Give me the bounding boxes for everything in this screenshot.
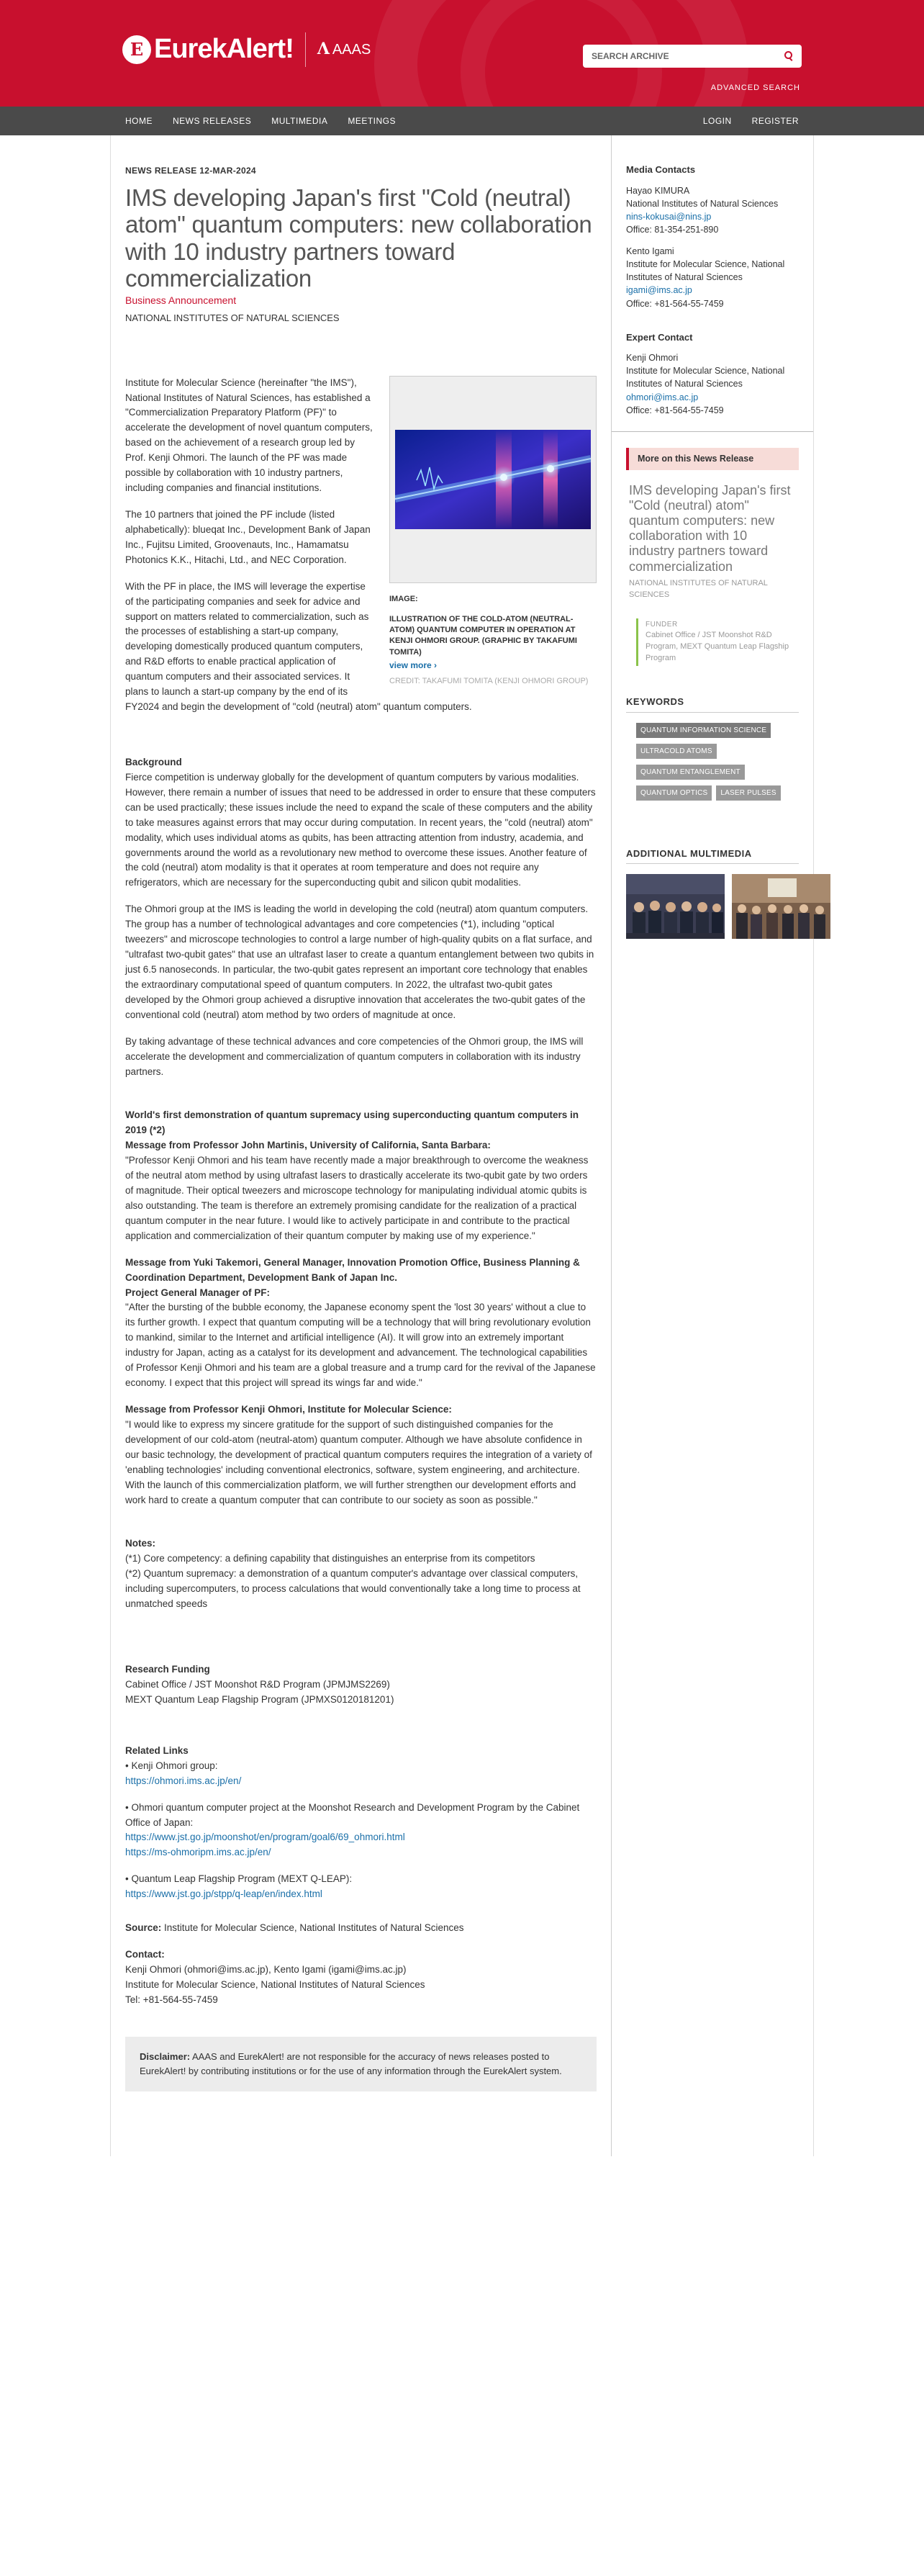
contact-email-link[interactable]: nins-kokusai@nins.jp	[626, 211, 712, 222]
expert-contact	[626, 351, 799, 417]
aaas-logo-icon: Ʌ	[317, 40, 330, 58]
figure-credit: CREDIT: TAKAFUMI TOMITA (KENJI OHMORI GROUP)	[389, 677, 589, 686]
paragraph: The Ohmori group at the IMS is leading the world in developing the cold (neutral) atom quantum computers. The group has a number of technological advantages and core competencies (*1), including "optical tweezers" and microscope technologies to control a large number of high-quality qubits on a flat surface, and "ultrafast two-qubit gates" that use an ultrafast laser to create a quantum entanglement between two qubits in just 6.5 nanoseconds. In particular, the two-qubit gates represent an important core technology that enables the extraordinary computational speed of quantum computers. In 2022, the ultrafast two-qubit gates developed by the Ohmori group achieved a disruptive innovation that accelerates the two-qubit gates of the conventional cold (neutral) atom method by two orders of magnitude at once.	[125, 904, 594, 1020]
related-link[interactable]: https://www.jst.go.jp/moonshot/en/program/goal6/69_ohmori.html	[125, 1832, 405, 1843]
funder-block	[636, 618, 799, 666]
paragraph: With the PF in place, the IMS will leverage the expertise of the participating companies and seek for advice and support on matters related to commercialization, such as the processes of establishing a start-up company, developing domestically produced quantum computers, and R&D efforts to enable practical application of quantum computers and their associated services. It plans to launch a start-up company by the end of its FY2024 and begin the development of "cold (neutral) atom" quantum computers.	[125, 580, 472, 713]
source-label: Source:	[125, 1922, 162, 1934]
multimedia-thumbnails	[626, 874, 799, 939]
media-contact	[626, 184, 799, 237]
keyword-tag[interactable]: QUANTUM INFORMATION SCIENCE	[636, 723, 771, 738]
related-link[interactable]: https://ohmori.ims.ac.jp/en/	[125, 1775, 242, 1786]
advanced-search-link[interactable]: ADVANCED SEARCH	[710, 84, 800, 92]
funding-item: Cabinet Office / JST Moonshot R&D Program (JPMJMS2269)	[125, 1679, 390, 1690]
source-line	[125, 1921, 597, 1936]
more-release-title-link[interactable]: IMS developing Japan's first "Cold (neutral) atom" quantum computers: new collaboration with 10 industry partners toward commercialization	[629, 482, 791, 574]
sidebar	[612, 135, 813, 2156]
main-nav	[0, 107, 924, 135]
related-links-heading: Related Links	[125, 1744, 189, 1756]
aaas-logo[interactable]	[317, 37, 371, 61]
disclaimer-label: Disclaimer:	[140, 2050, 191, 2062]
cold-atom-illustration	[395, 430, 591, 529]
nav-multimedia[interactable]: MULTIMEDIA	[271, 116, 328, 126]
logo-divider	[305, 32, 306, 67]
paragraph: The 10 partners that joined the PF include (listed alphabetically): blueqat Inc., Development Bank of Japan Inc., Fujitsu Limited, Groovenauts, Inc., Hamamatsu Photonics K.K., Hitachi, Ltd., and NEC Corporation.	[125, 509, 371, 565]
additional-multimedia-heading: ADDITIONAL MULTIMEDIA	[626, 847, 752, 859]
disclaimer	[125, 2037, 597, 2091]
message-heading: Message from Yuki Takemori, General Manager, Innovation Promotion Office, Business Planning & Coordination Department, Development Bank of Japan Inc.	[125, 1256, 580, 1283]
article-body	[125, 376, 597, 2127]
funder-heading: FUNDER	[646, 620, 678, 629]
related-link[interactable]: https://www.jst.go.jp/stpp/q-leap/en/index.html	[125, 1888, 322, 1900]
funder-text: Cabinet Office / JST Moonshot R&D Program, MEXT Quantum Leap Flagship Program	[646, 631, 789, 663]
related-link-label: • Kenji Ohmori group:	[125, 1760, 218, 1771]
paragraph: Institute for Molecular Science (hereinafter "the IMS"), National Institutes of Natural Sciences, has established a "Commercialization Preparatory Platform (PF)" to accelerate the development of novel quantum computers, based on the achievement of a research group led by Prof. Kenji Ohmori. The launch of the PF was made possible by collaboration with 10 industry partners, including companies and financial institutions.	[125, 377, 373, 494]
keyword-tag[interactable]: ULTRACOLD ATOMS	[636, 744, 717, 759]
contact-org: Institute for Molecular Science, National Institutes of Natural Sciences	[626, 366, 785, 389]
contact-name: Kento Igami	[626, 246, 674, 256]
figure-image-label: IMAGE:	[389, 594, 418, 603]
contact-line: Institute for Molecular Science, National Institutes of Natural Sciences	[125, 1978, 425, 1990]
media-contact	[626, 245, 799, 310]
search-icon[interactable]	[783, 51, 793, 61]
contact-name: Hayao KIMURA	[626, 185, 690, 196]
more-on-release-heading: More on this News Release	[626, 448, 799, 470]
eurekalert-logo[interactable]	[122, 29, 371, 70]
event-photo-thumbnail	[732, 874, 830, 939]
nav-news-releases[interactable]: NEWS RELEASES	[173, 116, 252, 126]
search-input[interactable]	[592, 51, 783, 61]
contact-email-link[interactable]: igami@ims.ac.jp	[626, 285, 692, 296]
contact-line: Kenji Ohmori (ohmori@ims.ac.jp), Kento Igami (igami@ims.ac.jp)	[125, 1963, 407, 1975]
sidebar-divider	[612, 431, 813, 432]
page-title: IMS developing Japan's first "Cold (neutral) atom" quantum computers: new collaboration with 10 industry partners toward commercialization	[125, 184, 592, 292]
more-release-institution: NATIONAL INSTITUTES OF NATURAL SCIENCES	[629, 578, 768, 600]
media-contacts-heading: Media Contacts	[626, 164, 696, 175]
institution: NATIONAL INSTITUTES OF NATURAL SCIENCES	[125, 312, 340, 324]
expert-contact-heading: Expert Contact	[626, 331, 693, 343]
note: (*2) Quantum supremacy: a demonstration of a quantum computer's advantage over classical computers, including supercomputers, to process calculations that would conventionally take a long time to process at unmatched speeds	[125, 1568, 581, 1610]
nav-meetings[interactable]: MEETINGS	[348, 116, 396, 126]
nav-login[interactable]: LOGIN	[702, 116, 732, 126]
article-figure	[389, 376, 597, 688]
search-box	[583, 45, 802, 68]
contact-org: Institute for Molecular Science, National Institutes of Natural Sciences	[626, 259, 785, 283]
source-text: Institute for Molecular Science, National Institutes of Natural Sciences	[164, 1922, 464, 1934]
nav-home[interactable]: HOME	[125, 116, 153, 126]
multimedia-divider	[626, 863, 799, 864]
related-link-label: • Ohmori quantum computer project at the Moonshot Research and Development Program by the Cabinet Office of Japan:	[125, 1801, 580, 1828]
aaas-text: AAAS	[332, 41, 371, 58]
view-more-label: view more	[389, 660, 432, 671]
funding-heading: Research Funding	[125, 1664, 210, 1675]
article-main	[111, 135, 612, 2156]
logo-text: EurekAlert!	[154, 34, 294, 64]
figure-image[interactable]	[389, 376, 597, 583]
release-type: Business Announcement	[125, 294, 237, 307]
contact-email-link[interactable]: ohmori@ims.ac.jp	[626, 392, 699, 402]
background-heading: Background	[125, 756, 182, 767]
notes-heading: Notes:	[125, 1538, 156, 1549]
nav-register[interactable]: REGISTER	[751, 116, 799, 126]
funding-item: MEXT Quantum Leap Flagship Program (JPMXS0120181201)	[125, 1693, 394, 1705]
figure-caption: ILLUSTRATION OF THE COLD-ATOM (NEUTRAL-ATOM) QUANTUM COMPUTER IN OPERATION AT KENJI OHMORI GROUP. (GRAPHIC BY TAKAFUMI TOMITA)	[389, 614, 577, 657]
message-heading: Message from Professor Kenji Ohmori, Institute for Molecular Science:	[125, 1404, 452, 1415]
eurekalert-logo-icon: E	[122, 35, 151, 64]
keyword-list	[626, 723, 799, 801]
multimedia-thumbnail[interactable]	[626, 874, 725, 939]
release-date: NEWS RELEASE 12-MAR-2024	[125, 166, 256, 176]
contact-line: Tel: +81-564-55-7459	[125, 1994, 218, 2005]
message-text: "Professor Kenji Ohmori and his team have recently made a major breakthrough to overcome the weakness of the neutral atom method by using ultrafast lasers to drastically accelerate its two-qubit gate by two orders of magnitude. Their optical tweezers and microscope technology for manipulating individual atomic qubits is also outstanding. The team is therefore an extremely promising candidate for the realization of a practical quantum computer in the near future. I would like to actively participate in and contribute to the practical application and commercialization of their quantum computer by making use of my experience."	[125, 1155, 589, 1241]
multimedia-thumbnail[interactable]	[732, 874, 830, 939]
message-heading: Message from Professor John Martinis, University of California, Santa Barbara:	[125, 1140, 491, 1151]
contact-name: Kenji Ohmori	[626, 353, 679, 364]
paragraph: By taking advantage of these technical advances and core competencies of the Ohmori group, the IMS will accelerate the development and commercialization of quantum computers in collaboration with its industry partners.	[125, 1035, 584, 1077]
paragraph: Fierce competition is underway globally for the development of quantum computers by various modalities. However, there remain a number of issues that need to be addressed in order to ensure that these computers can be used practically; these issues include the need to expand the scale of these computers and the ability to take measures against errors that may occur during computation. In recent years, the "cold (neutral) atom" modality, which uses individual atoms as qubits, has been attracting attention from industry, academia, and governments around the world as a revolutionary new method to overcome these issues. Another feature of the cold (neutral) atom modality is that it operates at room temperature and does not require any refrigerators, which are necessary for the superconducting qubit and silicon qubit modalities.	[125, 771, 596, 888]
contact-org: National Institutes of Natural Sciences	[626, 198, 779, 209]
related-link-label: • Quantum Leap Flagship Program (MEXT Q-LEAP):	[125, 1873, 353, 1885]
quantum-supremacy-heading: World's first demonstration of quantum supremacy using superconducting quantum computers in 2019 (*2)	[125, 1109, 579, 1136]
keyword-tag[interactable]: QUANTUM ENTANGLEMENT	[636, 765, 745, 780]
contact-phone: Office: +81-564-55-7459	[626, 405, 724, 415]
keyword-tag[interactable]: QUANTUM OPTICS	[636, 785, 712, 801]
keywords-divider	[626, 712, 799, 713]
group-photo-thumbnail	[626, 874, 725, 939]
disclaimer-text: AAAS and EurekAlert! are not responsible for the accuracy of news releases posted to EurekAlert! by contributing institutions or for the use of any information through the EurekAlert system.	[140, 2050, 562, 2076]
keywords-heading: KEYWORDS	[626, 696, 684, 708]
contact-heading: Contact:	[125, 1949, 165, 1960]
view-more-link[interactable]	[389, 660, 437, 670]
contact-phone: Office: +81-564-55-7459	[626, 298, 724, 309]
chevron-right-icon: ›	[434, 660, 438, 671]
related-link[interactable]: https://ms-ohmoripm.ims.ac.jp/en/	[125, 1847, 271, 1858]
message-text: "After the bursting of the bubble economy, the Japanese economy spent the 'lost 30 years' without a clue to its further growth. I expect that quantum computing will be a technology that will bring revolutionary evolution to mankind, similar to the Internet and artificial intelligence (AI). It will grow into an extremely important industry for Japan, acting as a catalyst for its development and advancement. The technological capabilities of Professor Kenji Ohmori and his team are a global treasure and a trump card for the revival of the Japanese economy. I expect that this project will spread its wings far and wide."	[125, 1302, 596, 1389]
site-header	[0, 0, 924, 107]
contact-phone: Office: 81-354-251-890	[626, 224, 719, 235]
keyword-tag[interactable]: LASER PULSES	[716, 785, 780, 801]
message-text: "I would like to express my sincere gratitude for the support of such distinguished companies for the development of our cold-atom (neutral-atom) quantum computer. Although we have absolute confidence in our basic technology, the development of practical quantum computers requires the integration of a variety of 'enabling technologies' including conventional electronics, software, system engineering, and architecture. With the launch of this commercialization platform, we will further strengthen our development efforts and work hard to create a quantum computer that can contribute to our society as soon as possible."	[125, 1418, 592, 1505]
message-subheading: Project General Manager of PF:	[125, 1287, 271, 1298]
note: (*1) Core competency: a defining capability that distinguishes an enterprise from its competitors	[125, 1553, 535, 1564]
page-content	[110, 135, 814, 2156]
